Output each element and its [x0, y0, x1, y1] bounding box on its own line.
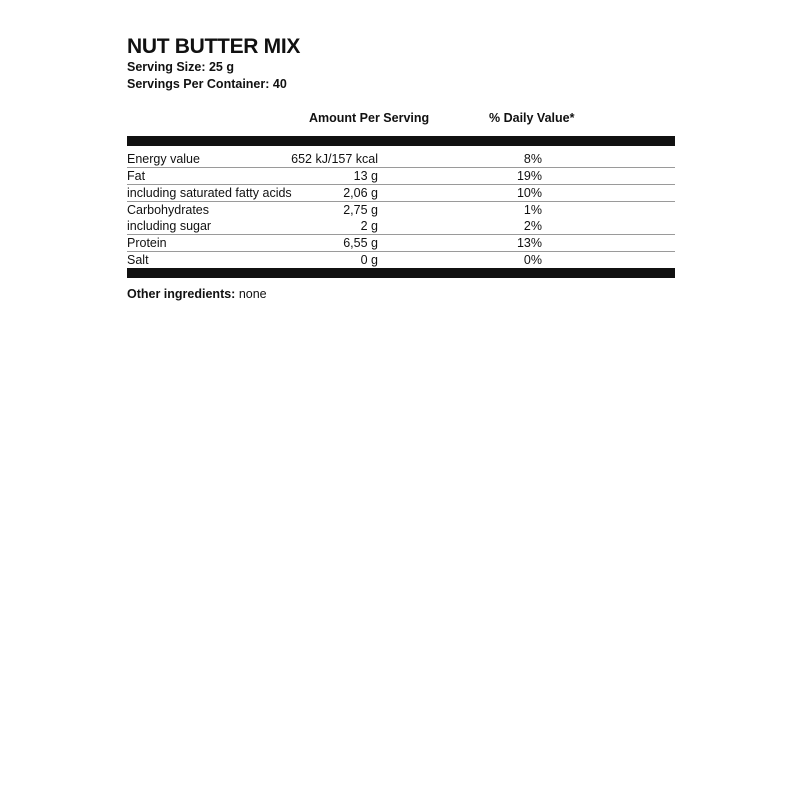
nutrient-name: Protein	[127, 236, 167, 250]
nutrient-daily-value: 13%	[516, 236, 542, 250]
nutrient-daily-value: 19%	[516, 169, 542, 183]
product-title: NUT BUTTER MIX	[127, 35, 301, 58]
table-row	[127, 151, 675, 167]
nutrient-name: Salt	[127, 253, 149, 267]
other-ingredients-label: Other ingredients:	[127, 287, 236, 301]
nutrient-name: Energy value	[127, 152, 200, 166]
nutrient-name: Fat	[127, 169, 146, 183]
top-divider-bar	[127, 136, 675, 146]
nutrient-amount: 2,75 g	[343, 203, 378, 217]
table-row	[127, 202, 675, 218]
nutrition-label	[127, 35, 675, 301]
nutrient-daily-value: 8%	[523, 152, 542, 166]
other-ingredients-value: none	[235, 287, 267, 301]
table-row	[127, 252, 675, 268]
amount-per-serving-header: Amount Per Serving	[309, 111, 430, 125]
table-row	[127, 167, 675, 185]
nutrient-amount: 6,55 g	[343, 236, 378, 250]
nutrient-daily-value: 2%	[523, 219, 542, 233]
nutrient-name: including sugar	[127, 219, 212, 233]
nutrient-rows	[127, 146, 675, 268]
nutrient-daily-value: 1%	[523, 203, 542, 217]
serving-size: Serving Size: 25 g	[127, 60, 234, 74]
servings-per-container: Servings Per Container: 40	[127, 77, 287, 91]
daily-value-header: % Daily Value*	[489, 111, 575, 125]
nutrient-amount: 0 g	[360, 253, 378, 267]
nutrient-amount: 2,06 g	[343, 186, 378, 200]
nutrient-amount: 13 g	[353, 169, 378, 183]
nutrient-name: including saturated fatty acids	[127, 186, 292, 200]
table-row	[127, 235, 675, 252]
other-ingredients	[127, 287, 675, 301]
nutrient-amount: 652 kJ/157 kcal	[291, 152, 378, 166]
nutrient-daily-value: 0%	[523, 253, 542, 267]
bottom-divider-bar	[127, 268, 675, 278]
nutrient-daily-value: 10%	[516, 186, 542, 200]
nutrient-amount: 2 g	[360, 219, 378, 233]
nutrient-name: Carbohydrates	[127, 203, 209, 217]
table-header	[127, 111, 675, 131]
table-row	[127, 218, 675, 235]
table-row	[127, 185, 675, 202]
